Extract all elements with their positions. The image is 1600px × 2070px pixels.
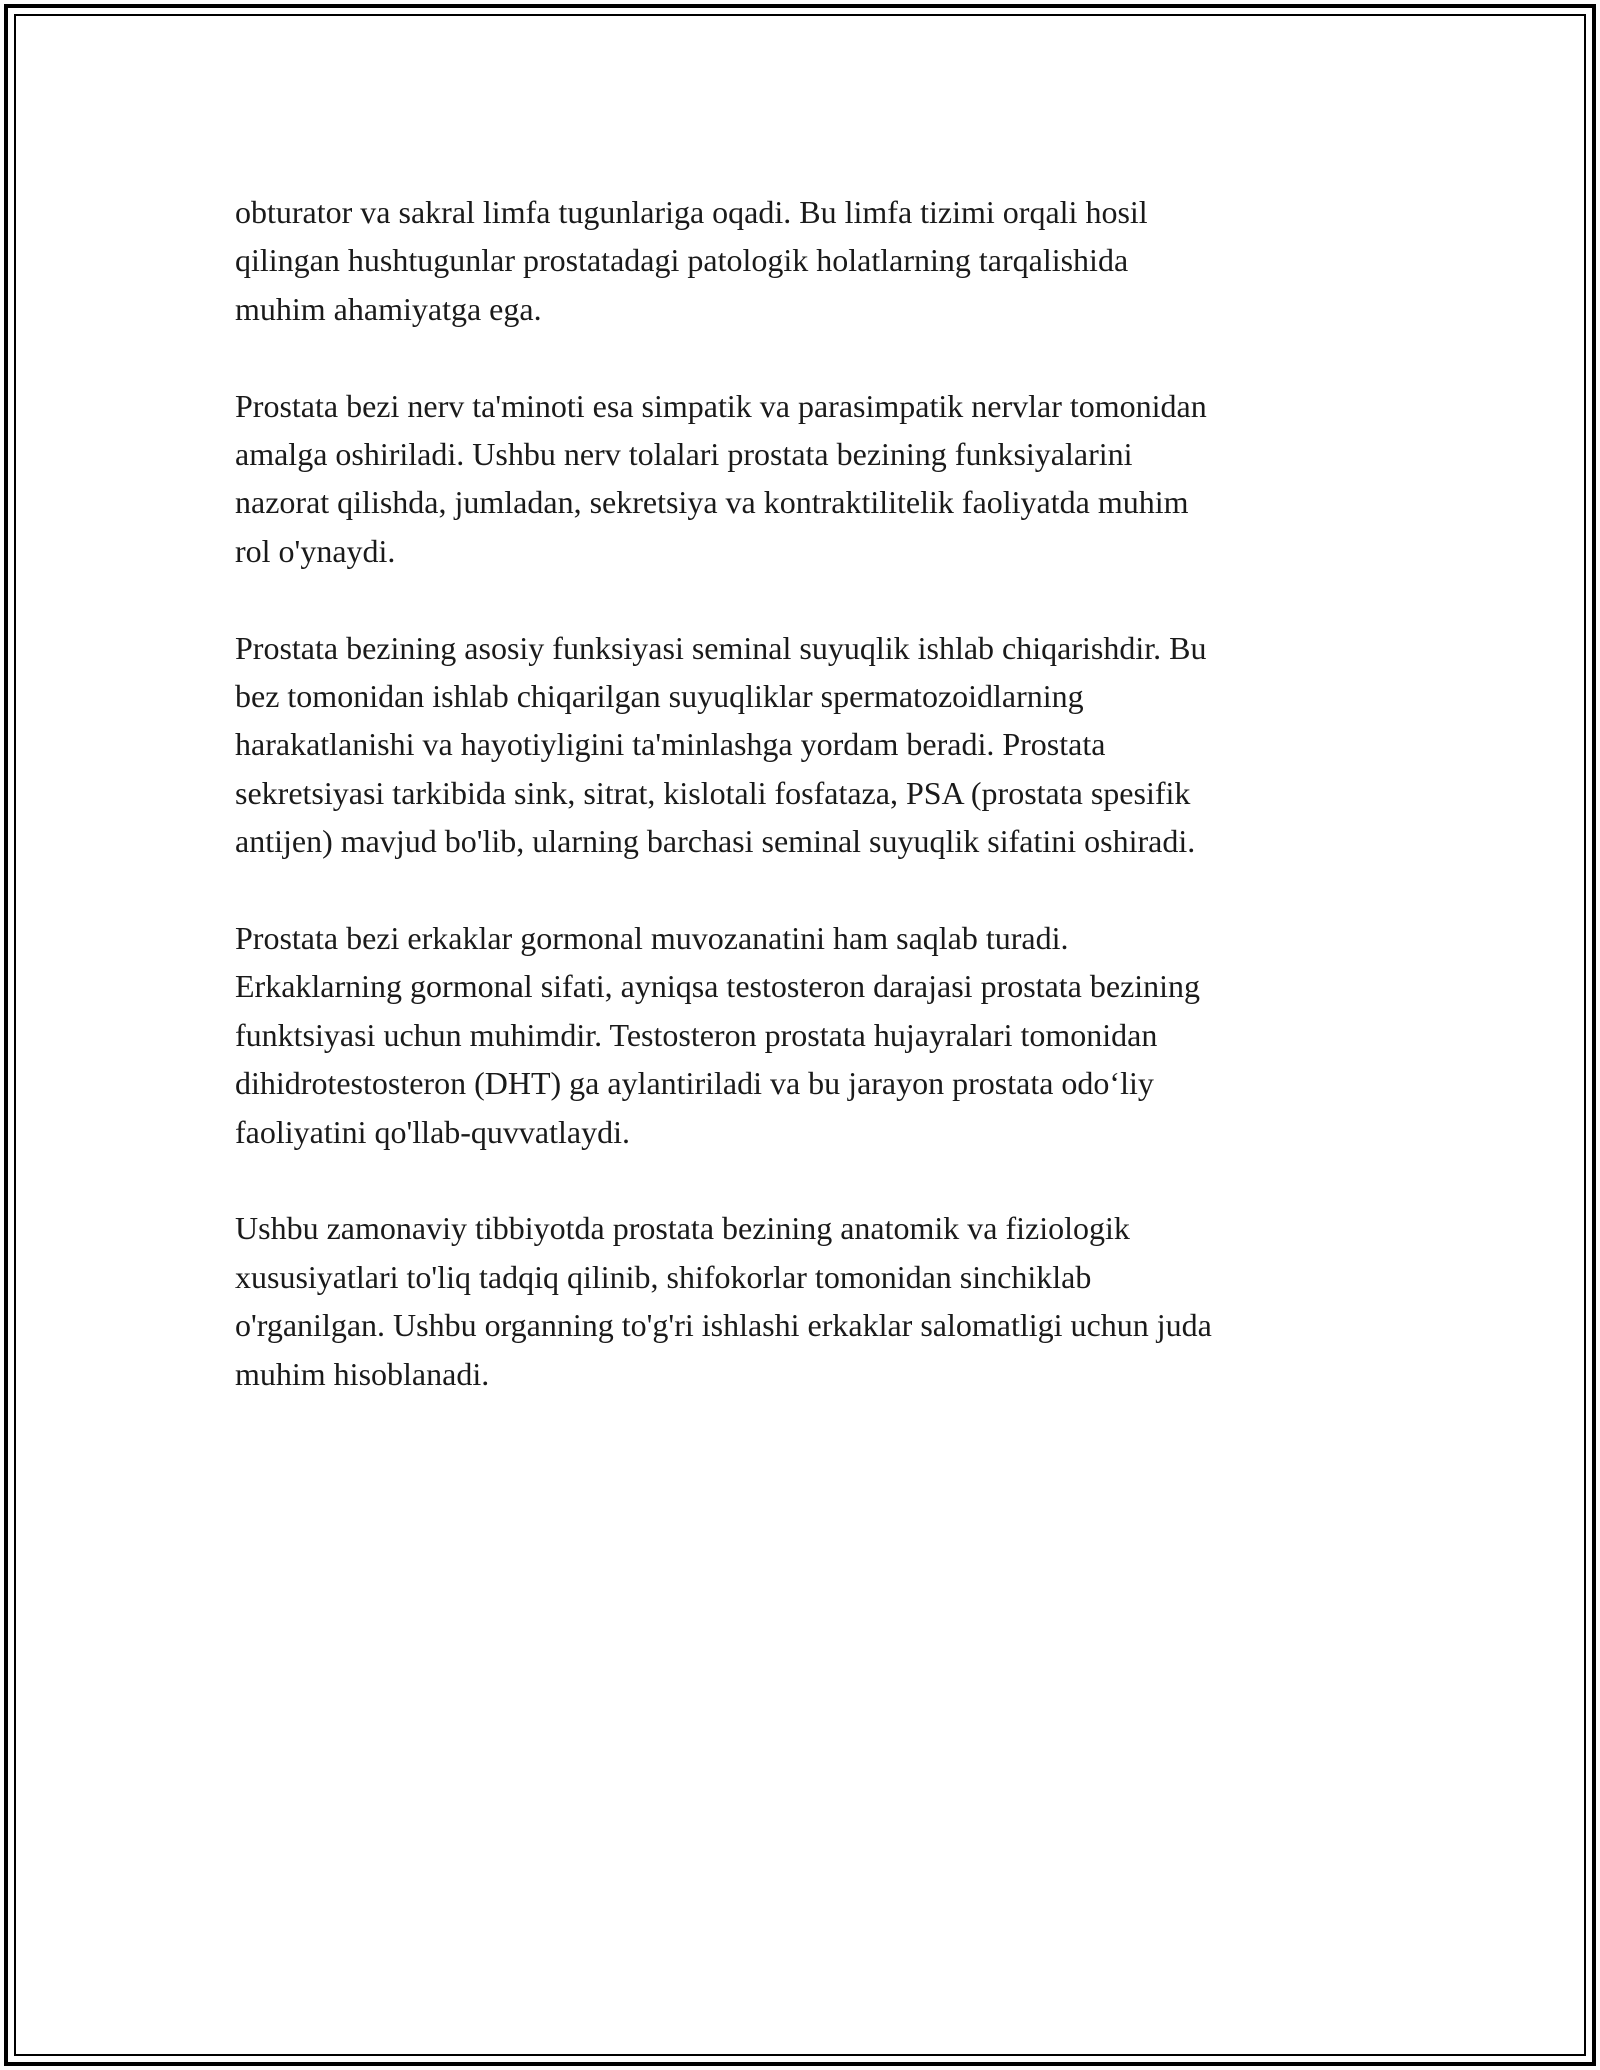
text-line: muhim ahamiyatga ega. bbox=[235, 290, 542, 327]
text-line: Erkaklarning gormonal sifati, ayniqsa testosteron darajasi prostata bezining bbox=[235, 968, 1201, 1005]
text-line: faoliyatini qo'llab-quvvatlaydi. bbox=[235, 1113, 630, 1150]
paragraph-conclusion bbox=[235, 1204, 1365, 1398]
text-line: amalga oshiriladi. Ushbu nerv tolalari prostata bezining funksiyalarini bbox=[235, 436, 1133, 473]
text-line: Prostata bezi nerv ta'minoti esa simpatik va parasimpatik nervlar tomonidan bbox=[235, 387, 1207, 424]
text-line: Ushbu zamonaviy tibbiyotda prostata bezining anatomik va fiziologik bbox=[235, 1210, 1130, 1247]
text-line: xususiyatlari to'liq tadqiq qilinib, shifokorlar tomonidan sinchiklab bbox=[235, 1258, 1092, 1295]
paragraph-lymph bbox=[235, 188, 1365, 333]
paragraph-main-function bbox=[235, 624, 1365, 866]
text-line: Prostata bezining asosiy funksiyasi seminal suyuqlik ishlab chiqarishdir. Bu bbox=[235, 629, 1207, 666]
text-line: nazorat qilishda, jumladan, sekretsiya va kontraktilitelik faoliyatda muhim bbox=[235, 484, 1189, 521]
text-line: sekretsiyasi tarkibida sink, sitrat, kislotali fosfataza, PSA (prostata spesifik bbox=[235, 774, 1191, 811]
text-line: harakatlanishi va hayotiyligini ta'minlashga yordam beradi. Prostata bbox=[235, 726, 1106, 763]
paragraph-nerve-supply bbox=[235, 382, 1365, 576]
text-line: muhim hisoblanadi. bbox=[235, 1355, 490, 1392]
text-line: bez tomonidan ishlab chiqarilgan suyuqliklar spermatozoidlarning bbox=[235, 678, 1084, 715]
text-line: antijen) mavjud bo'lib, ularning barchasi seminal suyuqlik sifatini oshiradi. bbox=[235, 823, 1196, 860]
text-line: rol o'ynaydi. bbox=[235, 532, 396, 569]
document-body bbox=[235, 188, 1365, 1446]
text-line: qilingan hushtugunlar prostatadagi patologik holatlarning tarqalishida bbox=[235, 242, 1129, 279]
text-line: funktsiyasi uchun muhimdir. Testosteron prostata hujayralari tomonidan bbox=[235, 1016, 1158, 1053]
text-line: dihidrotestosteron (DHT) ga aylantiriladi va bu jarayon prostata odo‘liy bbox=[235, 1065, 1154, 1102]
text-line: o'rganilgan. Ushbu organning to'g'ri ishlashi erkaklar salomatligi uchun juda bbox=[235, 1307, 1212, 1344]
text-line: obturator va sakral limfa tugunlariga oqadi. Bu limfa tizimi orqali hosil bbox=[235, 194, 1148, 230]
text-line: Prostata bezi erkaklar gormonal muvozanatini ham saqlab turadi. bbox=[235, 920, 1069, 957]
paragraph-hormonal-balance bbox=[235, 914, 1365, 1156]
